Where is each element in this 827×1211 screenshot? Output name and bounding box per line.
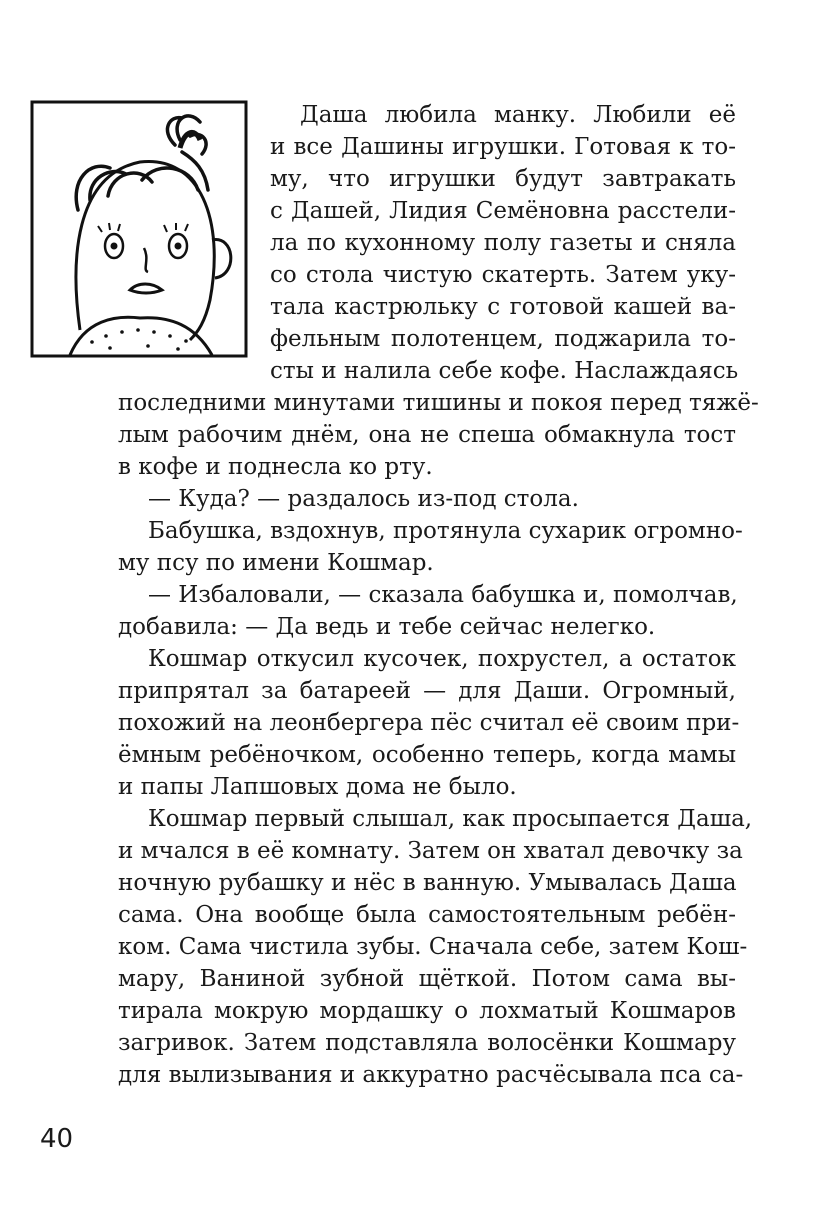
text-line: лым рабочим днём, она не спеша обмакнула тост (118, 422, 736, 448)
text-line: похожий на леонбергера пёс считал её своим при- (118, 710, 740, 736)
text-line: и все Дашины игрушки. Готовая к то- (270, 134, 736, 160)
text-line: ком. Сама чистила зубы. Сначала себе, затем Кош- (118, 934, 748, 960)
text-line: Кошмар первый слышал, как просыпается Даша, (148, 806, 753, 832)
text-line: и мчался в её комнату. Затем он хватал девочку за (118, 838, 743, 864)
page-number: 40 (40, 1124, 74, 1154)
text-line: для вылизывания и аккуратно расчёсывала пса са- (118, 1062, 744, 1088)
text-line: Бабушка, вздохнув, протянула сухарик огромно- (148, 518, 743, 544)
text-line: фельным полотенцем, поджарила то- (270, 326, 736, 352)
text-line: и папы Лапшовых дома не было. (118, 774, 517, 800)
text-line: тала кастрюльку с готовой кашей ва- (270, 294, 736, 320)
text-line: загривок. Затем подставляла волосёнки Кошмару (118, 1030, 736, 1056)
text-line: добавила: — Да ведь и тебе сейчас нелегко. (118, 614, 656, 640)
text-line: в кофе и поднесла ко рту. (118, 454, 433, 480)
text-line: — Куда? — раздалось из-под стола. (148, 486, 579, 512)
text-line: ночную рубашку и нёс в ванную. Умывалась Даша (118, 870, 737, 896)
text-line: ёмным ребёночком, особенно теперь, когда мамы (118, 742, 736, 768)
girl-portrait-illustration (30, 100, 248, 358)
text-line: с Дашей, Лидия Семёновна расстели- (270, 198, 736, 224)
text-line: Кошмар откусил кусочек, похрустел, а остаток (148, 646, 736, 672)
text-line: — Избаловали, — сказала бабушка и, помолчав, (148, 582, 738, 608)
text-line: мару, Ваниной зубной щёткой. Потом сама вы- (118, 966, 736, 992)
text-line: му, что игрушки будут завтракать (270, 166, 736, 192)
text-line: Даша любила манку. Любили её (300, 102, 736, 128)
text-line: последними минутами тишины и покоя перед тяжё- (118, 390, 759, 416)
text-line: му псу по имени Кошмар. (118, 550, 434, 576)
text-line: тирала мокрую мордашку о лохматый Кошмаров (118, 998, 736, 1024)
text-line: сама. Она вообще была самостоятельным ребён- (118, 902, 736, 928)
text-line: припрятал за батареей — для Даши. Огромный, (118, 678, 736, 704)
text-line: ла по кухонному полу газеты и сняла (270, 230, 736, 256)
text-line: сты и налила себе кофе. Наслаждаясь (270, 358, 739, 384)
text-line: со стола чистую скатерть. Затем уку- (270, 262, 736, 288)
